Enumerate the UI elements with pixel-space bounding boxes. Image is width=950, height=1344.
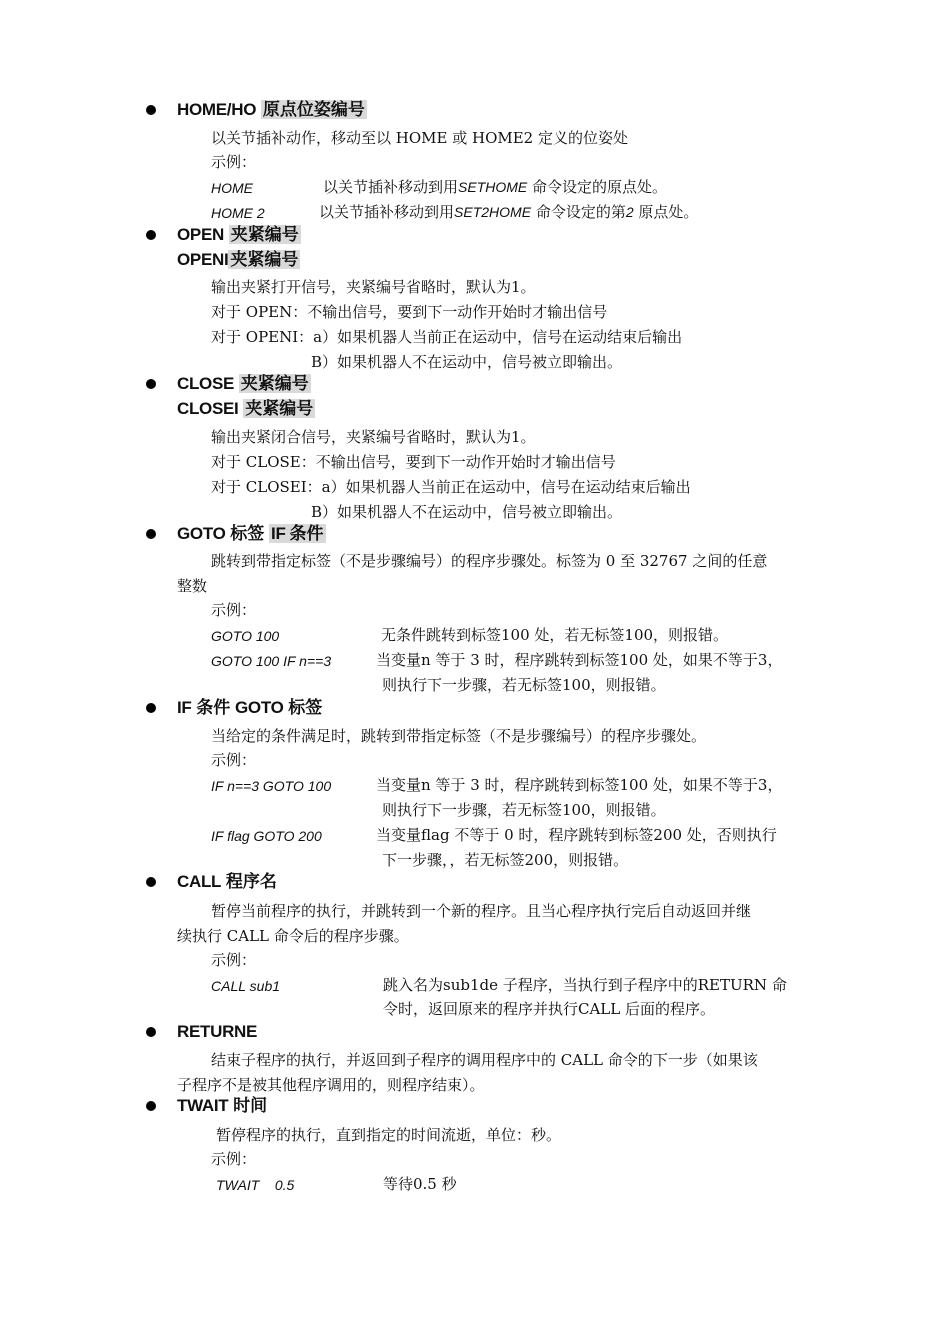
ifgoto-desc: 当给定的条件满足时，跳转到带指定标签（不是步骤编号）的程序步骤处。 bbox=[211, 727, 707, 745]
close-param: 夹紧编号 bbox=[240, 374, 309, 393]
ifgoto-goto-keyword: GOTO bbox=[234, 698, 284, 717]
text: 命令设定的原点处。 bbox=[532, 178, 668, 196]
bullet bbox=[146, 529, 156, 539]
goto-ex2-desc-line2: 则执行下一步骤，若无标签100，则报错。 bbox=[382, 676, 666, 694]
goto-if-keyword: IF bbox=[271, 524, 286, 543]
home-ex1-code: HOME bbox=[211, 180, 253, 196]
returne-heading bbox=[177, 1021, 257, 1043]
text: 以关节插补移动到用 bbox=[319, 203, 455, 221]
goto-ex2-code: GOTO 100 IF n==3 bbox=[211, 653, 332, 669]
ifgoto-ex2-code: IF flag GOTO 200 bbox=[211, 828, 322, 844]
closei-heading bbox=[177, 398, 315, 420]
goto-heading bbox=[177, 523, 326, 545]
twait-param: 时间 bbox=[233, 1096, 268, 1115]
goto-param: 标签 bbox=[230, 524, 265, 543]
bullet bbox=[146, 877, 156, 887]
ifgoto-heading bbox=[177, 697, 322, 719]
home-ex2-desc bbox=[319, 201, 698, 223]
open-line4: B）如果机器人不在运动中，信号被立即输出。 bbox=[311, 353, 623, 371]
code-text: 2 bbox=[625, 204, 634, 220]
returne-desc-line2: 子程序不是被其他程序调用的，则程序结束）。 bbox=[177, 1076, 485, 1094]
ifgoto-example-label: 示例： bbox=[211, 751, 257, 769]
close-line3: 对于 CLOSEI：a）如果机器人当前正在运动中，信号在运动结束后输出 bbox=[211, 478, 691, 496]
twait-keyword: TWAIT bbox=[177, 1096, 229, 1115]
open-desc: 输出夹紧打开信号，夹紧编号省略时，默认为1。 bbox=[211, 278, 536, 296]
goto-ex2-desc-line1: 当变量n 等于 3 时，程序跳转到标签100 处，如果不等于3， bbox=[376, 651, 783, 669]
call-ex1-desc-line2: 令时，返回原来的程序并执行CALL 后面的程序。 bbox=[383, 1000, 716, 1018]
returne-keyword: RETURNE bbox=[177, 1022, 258, 1041]
home-example-label: 示例： bbox=[211, 153, 257, 171]
twait-ex1-code: TWAIT 0.5 bbox=[216, 1177, 295, 1193]
ifgoto-ex2-desc-line2: 下一步骤，，若无标签200，则报错。 bbox=[382, 851, 629, 869]
close-line4: B）如果机器人不在运动中，信号被立即输出。 bbox=[311, 503, 623, 521]
ifgoto-ex2-desc-line1: 当变量flag 不等于 0 时，程序跳转到标签200 处，否则执行 bbox=[376, 826, 777, 844]
goto-ex1-code: GOTO 100 bbox=[211, 628, 280, 644]
home-param: 原点位姿编号 bbox=[262, 100, 365, 119]
home-heading bbox=[177, 99, 367, 121]
goto-ex1-desc: 无条件跳转到标签100 处，若无标签100，则报错。 bbox=[381, 626, 729, 644]
open-line3: 对于 OPENI：a）如果机器人当前正在运动中，信号在运动结束后输出 bbox=[211, 328, 683, 346]
text: 原点处。 bbox=[638, 203, 699, 221]
closei-param: 夹紧编号 bbox=[245, 399, 314, 418]
twait-ex1-desc: 等待0.5 秒 bbox=[383, 1175, 457, 1193]
call-ex1-desc-line1: 跳入名为sub1de 子程序，当执行到子程序中的RETURN 命 bbox=[383, 976, 787, 994]
bullet bbox=[146, 105, 156, 115]
returne-desc-line1: 结束子程序的执行，并返回到子程序的调用程序中的 CALL 命令的下一步（如果该 bbox=[211, 1051, 758, 1069]
home-ex2-code: HOME 2 bbox=[211, 205, 265, 221]
open-keyword: OPEN bbox=[177, 225, 224, 244]
close-line2: 对于 CLOSE：不输出信号，要到下一动作开始时才输出信号 bbox=[211, 453, 616, 471]
call-param: 程序名 bbox=[225, 872, 277, 891]
code-text: SET2HOME bbox=[454, 204, 532, 220]
bullet bbox=[146, 230, 156, 240]
close-desc: 输出夹紧闭合信号，夹紧编号省略时，默认为1。 bbox=[211, 428, 536, 446]
ifgoto-keyword: IF bbox=[177, 698, 192, 717]
twait-desc: 暂停程序的执行，直到指定的时间流逝，单位：秒。 bbox=[216, 1126, 562, 1144]
call-example-label: 示例： bbox=[211, 951, 257, 969]
goto-desc-line1: 跳转到带指定标签（不是步骤编号）的程序步骤处。标签为 0 至 32767 之间的任意 bbox=[211, 552, 768, 570]
bullet bbox=[146, 379, 156, 389]
code-text: SETHOME bbox=[458, 179, 528, 195]
call-desc-line1: 暂停当前程序的执行，并跳转到一个新的程序。且当心程序执行完后自动返回并继 bbox=[211, 902, 752, 920]
call-desc-line2: 续执行 CALL 命令后的程序步骤。 bbox=[177, 927, 409, 945]
ifgoto-ex1-desc-line1: 当变量n 等于 3 时，程序跳转到标签100 处，如果不等于3， bbox=[376, 776, 783, 794]
ifgoto-goto-param: 标签 bbox=[288, 698, 323, 717]
ifgoto-ex1-code: IF n==3 GOTO 100 bbox=[211, 778, 332, 794]
home-desc: 以关节插补动作，移动至以 HOME 或 HOME2 定义的位姿处 bbox=[211, 129, 628, 147]
goto-keyword: GOTO bbox=[177, 524, 226, 543]
close-keyword: CLOSE bbox=[177, 374, 235, 393]
bullet bbox=[146, 1027, 156, 1037]
ifgoto-ex1-desc-line2: 则执行下一步骤，若无标签100，则报错。 bbox=[382, 801, 666, 819]
call-heading bbox=[177, 871, 277, 893]
ifgoto-param: 条件 bbox=[196, 698, 231, 717]
twait-example-label: 示例： bbox=[211, 1150, 257, 1168]
goto-if-param: 条件 bbox=[289, 524, 324, 543]
home-keyword: HOME/HO bbox=[177, 100, 257, 119]
bullet bbox=[146, 1101, 156, 1111]
text: 命令设定的第 bbox=[535, 203, 626, 221]
open-line2: 对于 OPEN：不输出信号，要到下一动作开始时才输出信号 bbox=[211, 303, 608, 321]
openi-heading bbox=[177, 249, 300, 271]
call-ex1-code: CALL sub1 bbox=[211, 978, 281, 994]
open-param: 夹紧编号 bbox=[230, 225, 299, 244]
text: 以关节插补移动到用 bbox=[323, 178, 459, 196]
goto-desc-line2: 整数 bbox=[177, 577, 208, 595]
goto-example-label: 示例： bbox=[211, 601, 257, 619]
closei-keyword: CLOSEI bbox=[177, 399, 239, 418]
openi-param: 夹紧编号 bbox=[230, 250, 299, 269]
openi-keyword: OPENI bbox=[177, 250, 229, 269]
twait-heading bbox=[177, 1095, 267, 1117]
close-heading bbox=[177, 373, 311, 395]
call-keyword: CALL bbox=[177, 872, 222, 891]
bullet bbox=[146, 703, 156, 713]
open-heading bbox=[177, 224, 301, 246]
home-ex1-desc bbox=[323, 176, 667, 198]
